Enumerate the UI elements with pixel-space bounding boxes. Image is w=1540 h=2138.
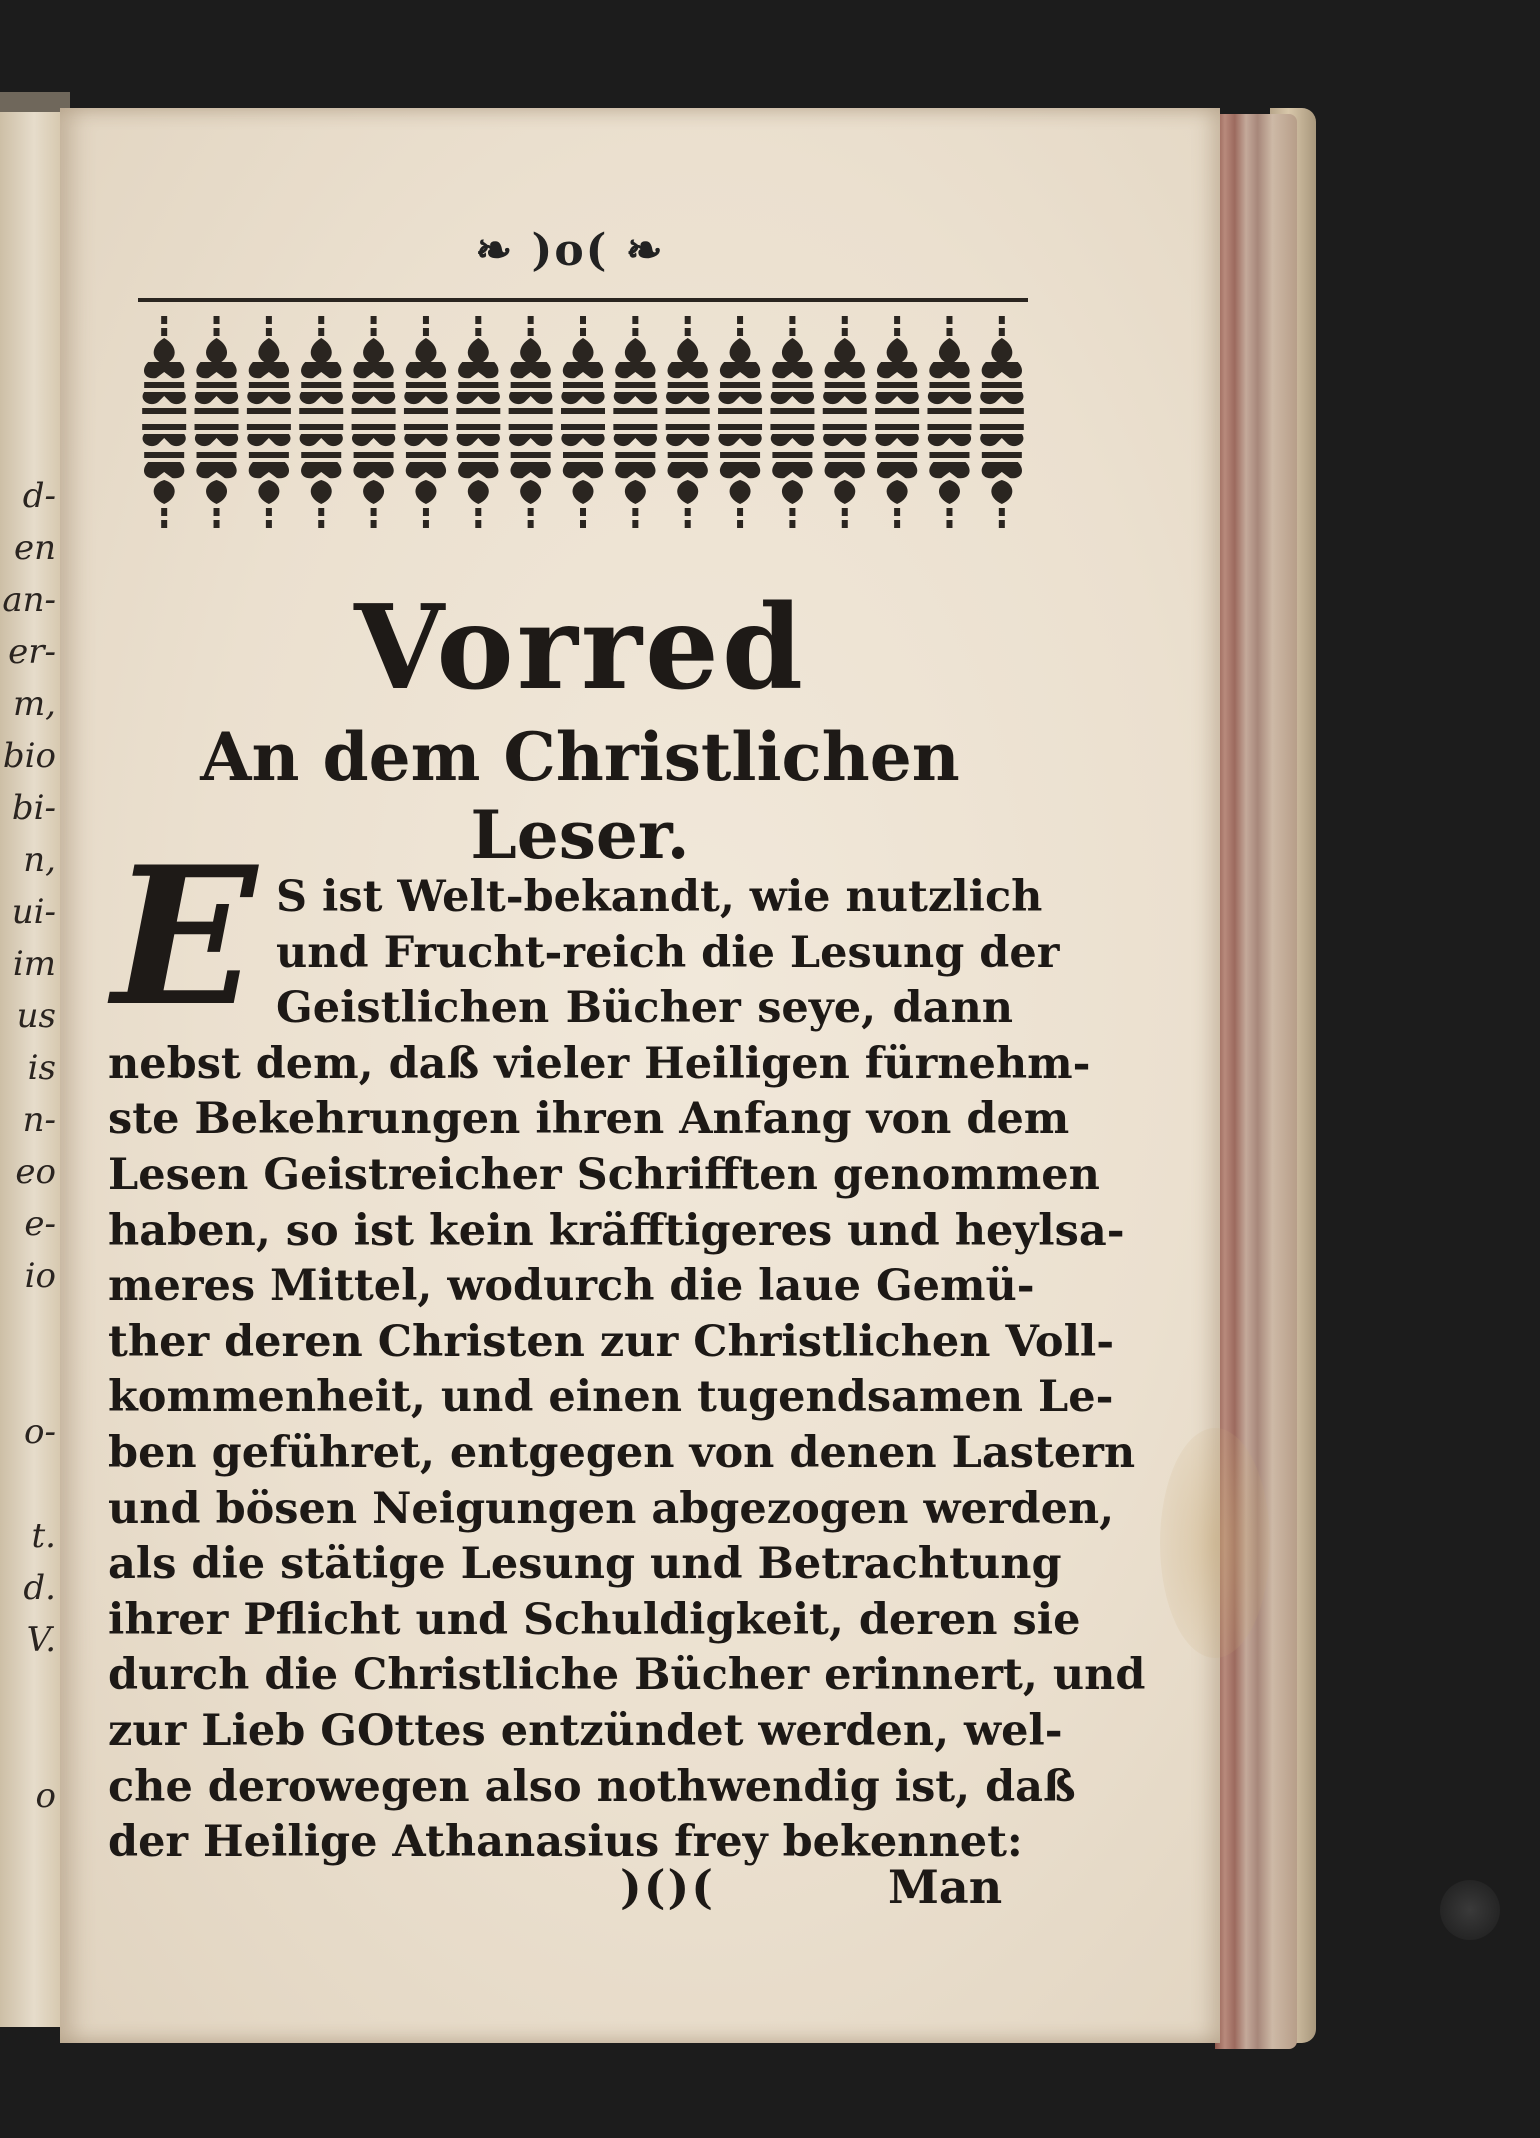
margin-fragment: m, xyxy=(12,684,56,724)
text-line: ste Bekehrungen ihren Anfang von dem xyxy=(108,1094,1070,1145)
margin-fragment: e- xyxy=(24,1204,56,1244)
page-block-edge xyxy=(1215,114,1297,2049)
margin-fragment xyxy=(0,1666,60,1718)
margin-fragment: io xyxy=(24,1256,56,1296)
margin-fragment xyxy=(0,1458,60,1510)
header-rule xyxy=(138,298,1028,302)
margin-fragment: n, xyxy=(23,840,56,880)
margin-fragment: eo xyxy=(15,1152,56,1192)
text-line: Lesen Geistreicher Schrifften genommen xyxy=(108,1149,1100,1200)
text-line: und Frucht-reich die Lesung der xyxy=(276,927,1060,978)
text-line: ihrer Pflicht und Schuldigkeit, deren sie xyxy=(108,1594,1081,1645)
catchword: Man xyxy=(888,1860,1003,1914)
text-line: S ist Welt-bekandt, wie nutzlich xyxy=(276,872,1043,922)
page-title: Vorred xyxy=(354,580,806,716)
text-line: der Heilige Athanasius frey bekennet: xyxy=(108,1817,1023,1868)
margin-fragment xyxy=(0,1718,60,1770)
margin-fragment: ui- xyxy=(11,892,56,932)
text-line: nebst dem, daß vieler Heiligen fürnehm- xyxy=(108,1038,1091,1089)
margin-fragment: d. xyxy=(23,1568,56,1608)
margin-fragment: d- xyxy=(22,476,56,516)
margin-fragment: an- xyxy=(2,580,56,620)
margin-fragment: V. xyxy=(26,1620,56,1660)
margin-fragment: im xyxy=(12,944,56,984)
text-line: als die stätige Lesung und Betrachtung xyxy=(108,1539,1062,1590)
margin-fragment xyxy=(0,1354,60,1406)
text-line: durch die Christliche Bücher erinnert, und xyxy=(108,1650,1146,1701)
drop-cap-initial: E xyxy=(112,825,257,1048)
fleuron-border-icon xyxy=(138,312,1028,532)
page-subtitle: An dem Christlichen Leser. xyxy=(200,718,960,874)
facing-page-margin-text xyxy=(0,470,60,1822)
margin-fragment: o xyxy=(35,1776,56,1816)
margin-fragment: is xyxy=(27,1048,56,1088)
margin-fragment: us xyxy=(16,996,56,1036)
margin-fragment: bio xyxy=(2,736,56,776)
text-line: und bösen Neigungen abgezogen werden, xyxy=(108,1483,1115,1534)
body-text xyxy=(108,870,1146,1871)
margin-fragment: bi- xyxy=(11,788,56,828)
signature-mark: )()( xyxy=(620,1860,716,1914)
margin-fragment: t. xyxy=(31,1516,56,1556)
margin-fragment: o- xyxy=(24,1412,56,1452)
margin-fragment: n- xyxy=(22,1100,56,1140)
margin-fragment: en xyxy=(13,528,56,568)
text-line: meres Mittel, wodurch die laue Gemü- xyxy=(108,1261,1035,1312)
page-header-ornament: ❧ )o( ❧ xyxy=(475,225,665,276)
text-line: kommenheit, und einen tugendsamen Le- xyxy=(108,1372,1114,1423)
text-line: Geistlichen Bücher seye, dann xyxy=(276,983,1013,1034)
text-line: zur Lieb GOttes entzündet werden, wel- xyxy=(108,1705,1063,1756)
text-line: che derowegen also nothwendig ist, daß xyxy=(108,1761,1076,1812)
water-stain xyxy=(1160,1428,1270,1658)
text-line: ther deren Christen zur Christlichen Voll- xyxy=(108,1316,1115,1367)
margin-fragment: er- xyxy=(8,632,56,672)
text-line: ben geführet, entgegen von denen Lastern xyxy=(108,1427,1136,1478)
dark-spot xyxy=(1440,1880,1500,1940)
text-line: haben, so ist kein kräfftigeres und heylsa- xyxy=(108,1205,1125,1256)
margin-fragment xyxy=(0,1302,60,1354)
